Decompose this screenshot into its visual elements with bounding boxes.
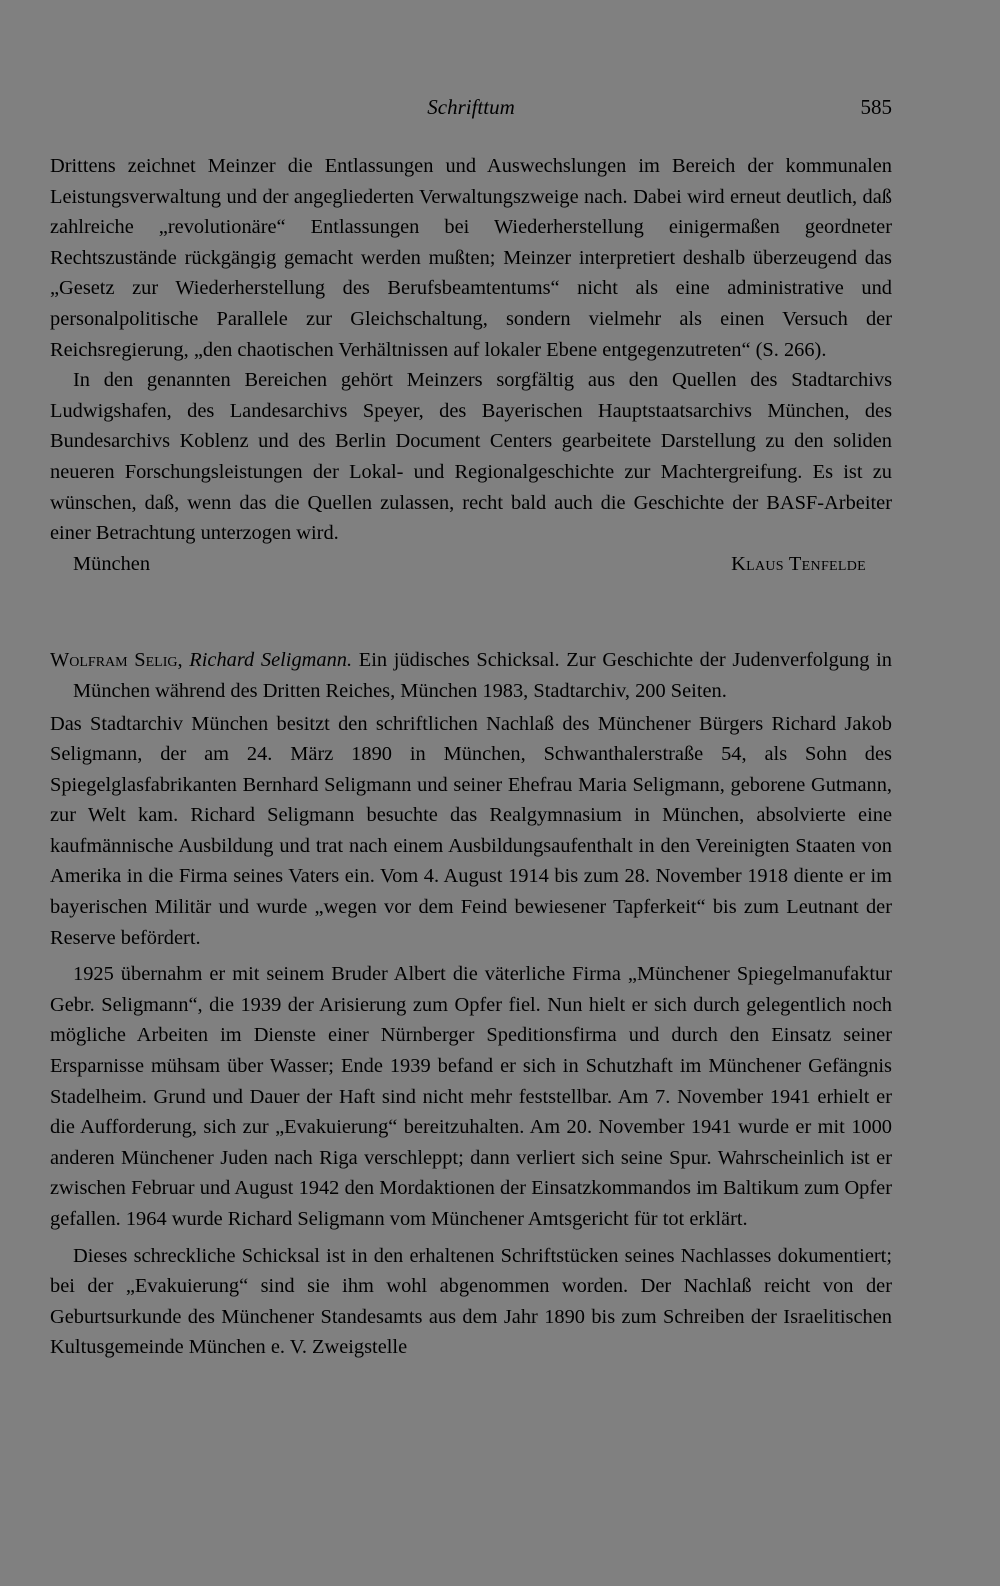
paragraph: Das Stadtarchiv München besitzt den schriftlichen Nachlaß des Münchener Bürgers Richard Jakob Seligmann, der am 24. März 1890 in München, Schwanthalerstraße 54, als Sohn des Spiegelglasfabrikanten Bernhard Seligmann und seiner Ehefrau Maria Seligmann, geborene Gutmann, zur Welt kam. Richard Seligmann besuchte das Realgymnasium in München, absolvierte eine kaufmännische Ausbildung und trat nach einem Ausbildungsaufenthalt in den Vereinigten Staaten von Amerika in die Firma seines Vaters ein. Vom 4. August 1914 bis zum 28. November 1918 diente er im bayerischen Militär und wurde „wegen vor dem Feind bewiesener Tapferkeit“ bis zum Leutnant der Reserve befördert. bbox=[50, 712, 892, 949]
signoff-author: Klaus Tenfelde bbox=[731, 552, 866, 575]
review-signoff bbox=[50, 549, 892, 580]
section-divider bbox=[50, 579, 892, 645]
review-title: Richard Seligmann. bbox=[189, 649, 353, 672]
page-number: 585 bbox=[860, 95, 892, 119]
paragraph: 1925 übernahm er mit seinem Bruder Albert die väterliche Firma „Münchener Spiegelmanufaktur Gebr. Seligmann“, die 1939 der Arisierung zum Opfer fiel. Nun hielt er sich durch gelegentlich noch mögliche Arbeiten im Dienste einer Nürnberger Speditionsfirma und durch den Einsatz seiner Ersparnisse mühsam über Wasser; Ende 1939 befand er sich in Schutzhaft im Münchener Gefängnis Stadelheim. Grund und Dauer der Haft sind nicht mehr feststellbar. Am 7. November 1941 erhielt er die Aufforderung, sich zur „Evakuierung“ bereitzuhalten. Am 20. November 1941 wurde er mit 1000 anderen Münchener Juden nach Riga verschleppt; dann verliert sich seine Spur. Wahrscheinlich ist er zwischen Februar und August 1942 den Mordaktionen der Einsatzkommandos im Baltikum zum Opfer gefallen. 1964 wurde Richard Seligmann vom Münchener Amtsgericht für tot erklärt. bbox=[50, 963, 892, 1230]
review-bibliographic-details: Ein jüdisches Schicksal. Zur Geschichte der Judenverfolgung in München während des Dritten Reiches, München 1983, Stadtarchiv, 200 Seiten. bbox=[73, 649, 892, 702]
signoff-place: München bbox=[73, 552, 151, 575]
paragraph: Drittens zeichnet Meinzer die Entlassungen und Auswechslungen im Bereich der kommunalen Leistungsverwaltung und der angegliederten Verwaltungszweige nach. Dabei wird erneut deutlich, daß zahlreiche „revolutionäre“ Entlassungen bei Wiederherstellung einigermaßen geordneter Rechtszustände rückgängig gemacht werden mußten; Meinzer interpretiert deshalb überzeugend das „Gesetz zur Wiederherstellung des Berufsbeamtentums“ nicht als eine administrative und personalpolitische Parallele zur Gleichschaltung, sondern vielmehr als einen Versuch der Reichsregierung, „den chaotischen Verhältnissen auf lokaler Ebene entgegenzutreten“ (S. 266). bbox=[50, 155, 892, 361]
review-author: Wolfram Selig, bbox=[50, 649, 183, 672]
paragraph: Dieses schreckliche Schicksal ist in den erhaltenen Schriftstücken seines Nachlasses dokumentiert; bei der „Evakuierung“ sind sie ihm wohl abgenommen worden. Der Nachlaß reicht von der Geburtsurkunde des Münchener Standesamts aus dem Jahr 1890 bis zum Schreiben der Israelitischen Kultusgemeinde München e. V. Zweigstelle bbox=[50, 1244, 892, 1359]
body-text bbox=[50, 151, 892, 1363]
paragraph: In den genannten Bereichen gehört Meinzers sorgfältig aus den Quellen des Stadtarchivs Ludwigshafen, des Landesarchivs Speyer, des Bayerischen Hauptstaatsarchivs München, des Bundesarchivs Koblenz und des Berlin Document Centers gearbeitete Darstellung zu den soliden neueren Forschungsleistungen der Lokal- und Regionalgeschichte zur Machtergreifung. Es ist zu wünschen, daß, wenn das die Quellen zulassen, recht bald auch die Geschichte der BASF-Arbeiter einer Betrachtung unterzogen wird. bbox=[50, 369, 892, 545]
review-citation bbox=[50, 645, 892, 706]
running-title: Schrifttum bbox=[427, 95, 515, 119]
running-header bbox=[50, 90, 892, 124]
